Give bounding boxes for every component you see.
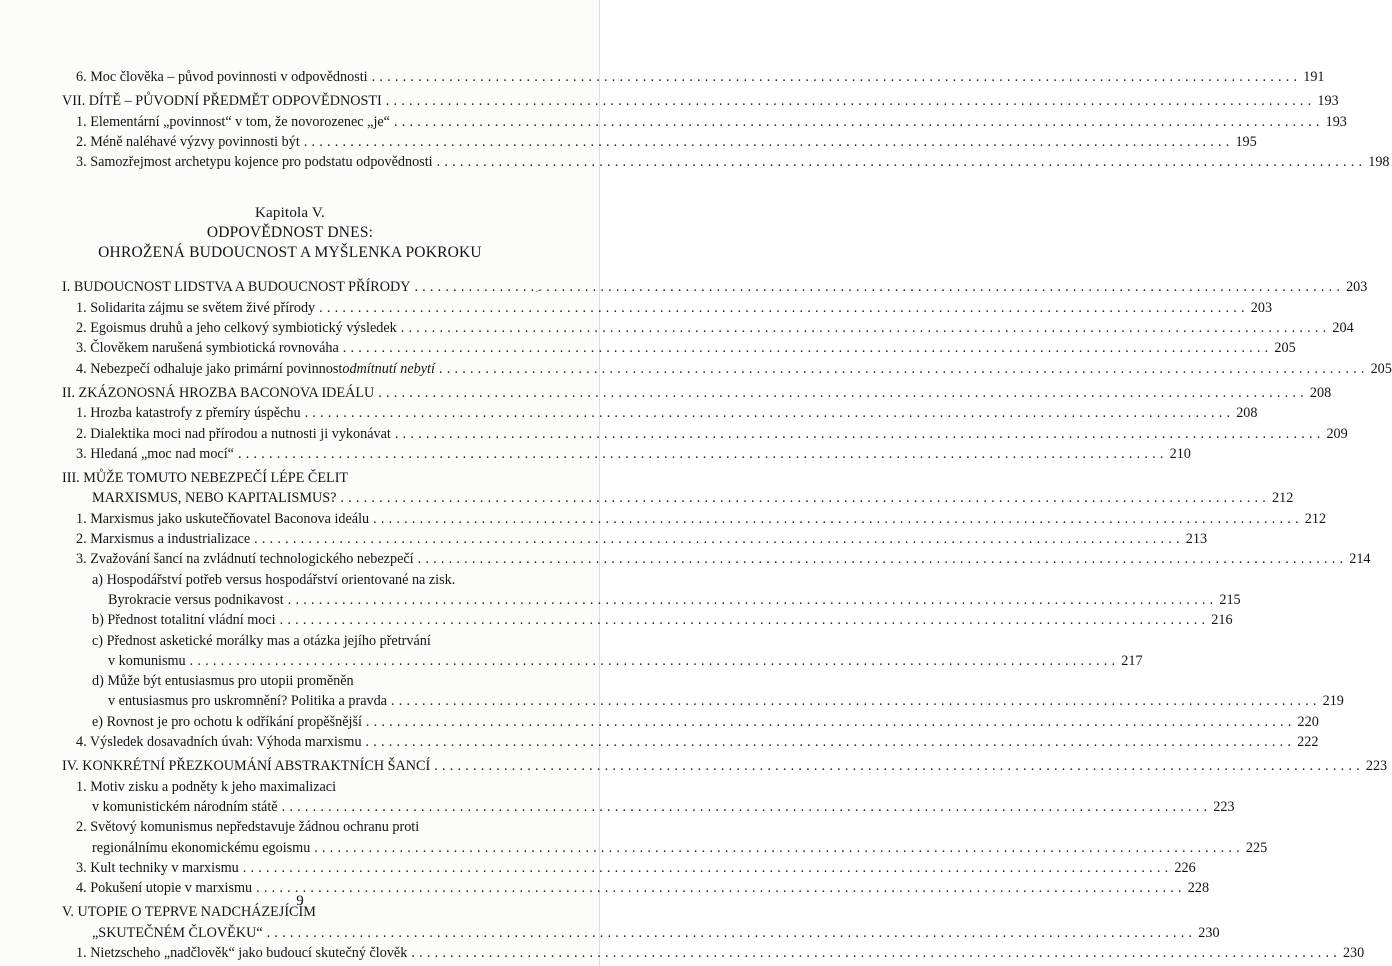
toc-entry: [62, 943, 1365, 963]
toc-entry: [62, 359, 1392, 379]
toc-entry: [62, 671, 518, 691]
toc-entry-title: 4. Pokušení utopie v marxismu: [76, 880, 253, 897]
toc-section-entry: [62, 468, 518, 488]
leader-dots: ........................................................................................................................: [373, 510, 1303, 527]
leader-dots: ........................................................................................................................: [340, 490, 1271, 507]
toc-entry-title: 2. Egoismus druhů a jeho celkový symbiotický výsledek: [76, 320, 397, 337]
toc-entry-page: 208: [1236, 405, 1258, 422]
leader-dots: ........................................................................................................................: [287, 591, 1218, 608]
toc-entry: [62, 777, 518, 797]
toc-entry-page: 205: [1370, 360, 1392, 377]
leader-dots: ........................................................................................................................: [400, 320, 1331, 337]
toc-entry: [62, 858, 1196, 878]
toc-entry-title: b) Přednost totalitní vládní moci: [92, 612, 276, 629]
chapter-title: ODPOVĚDNOST DNES:: [206, 224, 374, 242]
table-of-contents: [62, 67, 1392, 963]
leader-dots: ........................................................................................................................: [342, 340, 1273, 357]
leader-dots: ........................................................................................................................: [365, 713, 1296, 730]
leader-dots: ........................................................................................................................: [414, 279, 1345, 296]
toc-section-entry: [62, 277, 1368, 297]
toc-entry-title: 3. Zvažování šancí na zvládnutí technologického nebezpečí: [76, 551, 414, 568]
toc-entry-title: a) Hospodářství potřeb versus hospodářství orientované na zisk.: [92, 571, 456, 588]
toc-entry: [62, 298, 1273, 318]
toc-entry-page: 212: [1304, 510, 1327, 527]
toc-entry-page: 208: [1309, 384, 1332, 401]
toc-entry-page: 226: [1174, 859, 1196, 876]
toc-entry-title: 4. Nebezpečí odhaluje jako primární povinnost: [76, 360, 343, 377]
toc-entry-page: 205: [1274, 340, 1296, 357]
toc-entry-title: IV. KONKRÉTNÍ PŘEZKOUMÁNÍ ABSTRAKTNÍCH ŠANCÍ: [62, 758, 431, 775]
toc-entry: [62, 529, 1208, 549]
toc-entry-title: 3. Člověkem narušená symbiotická rovnováha: [76, 340, 339, 357]
toc-entry: [62, 923, 1220, 943]
toc-entry-page: 195: [1235, 133, 1257, 150]
toc-entry-title: v komunismu: [108, 652, 186, 669]
toc-section-entry: [62, 91, 1339, 111]
toc-entry-title: 1. Marxismus jako uskutečňovatel Baconova ideálu: [76, 510, 370, 527]
leader-dots: ........................................................................................................................: [378, 384, 1308, 401]
toc-entry-page: 217: [1121, 652, 1143, 669]
toc-entry-emphasis: odmítnutí nebytí: [342, 360, 435, 377]
toc-entry-title: Byrokracie versus podnikavost: [108, 591, 284, 608]
toc-entry-title: V. UTOPIE O TEPRVE NADCHÁZEJÍCÍM: [62, 904, 316, 921]
toc-entry-title: MARXISMUS, NEBO KAPITALISMUS?: [92, 490, 337, 507]
leader-dots: ........................................................................................................................: [394, 425, 1325, 442]
toc-entry-title: VII. DÍTĚ – PŮVODNÍ PŘEDMĚT ODPOVĚDNOSTI: [62, 93, 382, 110]
toc-entry: [62, 318, 1354, 338]
toc-entry-page: 223: [1365, 758, 1388, 775]
toc-entry-title: regionálnímu ekonomickému egoismu: [92, 839, 311, 856]
leader-dots: ........................................................................................................................: [371, 69, 1302, 85]
toc-entry: [62, 67, 1325, 87]
chapter-subtitle: OHROŽENÁ BUDOUCNOST A MYŠLENKA POKROKU: [98, 244, 482, 262]
leader-dots: ........................................................................................................................: [279, 612, 1210, 629]
toc-entry: [62, 403, 1258, 423]
toc-entry: [62, 112, 1347, 132]
toc-entry: [62, 691, 1344, 711]
leader-dots: ........................................................................................................................: [256, 880, 1186, 897]
toc-entry-page: 216: [1211, 612, 1233, 629]
toc-entry-title: 1. Solidarita zájmu se světem živé přírody: [76, 299, 316, 316]
toc-entry: [62, 570, 518, 590]
leader-dots: ........................................................................................................................: [303, 133, 1234, 150]
toc-entry-page: 230: [1342, 944, 1365, 961]
leader-dots: ........................................................................................................................: [266, 924, 1197, 941]
toc-entry-title: v komunistickém národním státě: [92, 798, 278, 815]
toc-entry-title: 6. Moc člověka – původ povinnosti v odpovědnosti: [76, 69, 368, 85]
leader-dots: ........................................................................................................................: [242, 859, 1173, 876]
toc-entry-title: 2. Marxismus a industrializace: [76, 531, 251, 548]
toc-entry: [62, 338, 1296, 358]
leader-dots: ........................................................................................................................: [390, 693, 1321, 710]
toc-entry-title: 1. Hrozba katastrofy z přemíry úspěchu: [76, 405, 301, 422]
toc-entry-page: 225: [1245, 839, 1268, 856]
toc-entry-page: 203: [1250, 299, 1273, 316]
leader-dots: ........................................................................................................................: [393, 113, 1324, 130]
toc-entry-title: 2. Méně naléhavé výzvy povinnosti být: [76, 133, 300, 150]
toc-entry-title: 1. Elementární „povinnost“ v tom, že novorozenec „je“: [76, 113, 390, 130]
toc-entry-page: 228: [1187, 880, 1210, 897]
toc-entry-page: 219: [1322, 693, 1344, 710]
toc-entry-page: 212: [1272, 490, 1294, 507]
leader-dots: ........................................................................................................................: [417, 551, 1348, 568]
toc-entry-page: 215: [1219, 591, 1241, 608]
leader-dots: ........................................................................................................................: [411, 944, 1341, 961]
toc-entry-title: v entusiasmus pro uskromnění? Politika a pravda: [108, 693, 387, 710]
toc-entry: [62, 838, 1268, 858]
toc-entry-page: 193: [1325, 113, 1347, 130]
toc-entry: [62, 651, 1143, 671]
toc-entry-title: 3. Kult techniky v marxismu: [76, 859, 239, 876]
toc-entry: [62, 509, 1327, 529]
leader-dots: ........................................................................................................................: [189, 652, 1120, 669]
toc-entry-title: 1. Motiv zisku a podněty k jeho maximalizaci: [76, 778, 337, 795]
toc-entry-title: d) Může být entusiasmus pro utopii proměněn: [92, 673, 354, 690]
toc-entry: [62, 631, 518, 651]
toc-entry-title: III. MŮŽE TOMUTO NEBEZPEČÍ LÉPE ČELIT: [62, 470, 349, 487]
toc-entry: [62, 797, 1235, 817]
toc-entry: [62, 817, 518, 837]
toc-entry-page: 222: [1297, 734, 1319, 751]
toc-entry-title: 1. Nietzscheho „nadčlověk“ jako budoucí skutečný člověk: [76, 944, 408, 961]
toc-section-entry: [62, 756, 1388, 776]
leader-dots: ........................................................................................................................: [434, 758, 1364, 775]
toc-entry-page: 210: [1169, 445, 1191, 462]
toc-entry: [62, 712, 1319, 732]
leader-dots: ........................................................................................................................: [319, 299, 1249, 316]
toc-entry-page: 204: [1332, 320, 1354, 337]
toc-entry: [62, 590, 1241, 610]
toc-entry: [62, 132, 1257, 152]
toc-entry-page: 191: [1303, 69, 1325, 85]
toc-entry-title: c) Přednost asketické morálky mas a otázka jejího přetrvání: [92, 632, 431, 649]
toc-entry-title: „SKUTEČNÉM ČLOVĚKU“: [92, 924, 263, 941]
toc-entry: [62, 152, 1390, 172]
toc-entry: [62, 732, 1319, 752]
leader-dots: ........................................................................................................................: [438, 360, 1369, 377]
toc-entry-page: 230: [1198, 924, 1220, 941]
toc-entry-title: 2. Dialektika moci nad přírodou a nutnosti ji vykonávat: [76, 425, 391, 442]
leader-dots: ........................................................................................................................: [314, 839, 1244, 856]
leader-dots: ........................................................................................................................: [436, 154, 1367, 171]
toc-entry: [62, 424, 1348, 444]
toc-entry-page: 193: [1317, 93, 1339, 110]
toc-entry-page: 198: [1368, 154, 1390, 171]
toc-entry-page: 223: [1213, 798, 1235, 815]
toc-entry-page: 214: [1349, 551, 1371, 568]
toc-entry: [62, 488, 1294, 508]
toc-chapter-entries: [62, 277, 1392, 963]
toc-entry-page: 203: [1346, 279, 1368, 296]
toc-section-entry: [62, 383, 1332, 403]
toc-entry: [62, 549, 1371, 569]
chapter-heading: [62, 203, 518, 263]
page-number: 9: [296, 893, 304, 909]
toc-entry-title: I. BUDOUCNOST LIDSTVA A BUDOUCNOST PŘÍRODY: [62, 279, 411, 296]
chapter-label: Kapitola V.: [255, 205, 325, 222]
toc-entry: [62, 610, 1233, 630]
toc-entry-page: 209: [1326, 425, 1348, 442]
toc-entry: [62, 444, 1191, 464]
toc-entry-title: 3. Hledaná „moc nad mocí“: [76, 445, 234, 462]
toc-entry-title: 2. Světový komunismus nepředstavuje žádnou ochranu proti: [76, 819, 420, 836]
toc-entry-page: 213: [1185, 531, 1208, 548]
leader-dots: ........................................................................................................................: [254, 531, 1184, 548]
toc-entry-title: 4. Výsledek dosavadních úvah: Výhoda marxismu: [76, 734, 362, 751]
leader-dots: ........................................................................................................................: [365, 734, 1296, 751]
toc-entry-title: II. ZKÁZONOSNÁ HROZBA BACONOVA IDEÁLU: [62, 384, 375, 401]
toc-entry-page: 220: [1297, 713, 1319, 730]
leader-dots: ........................................................................................................................: [385, 93, 1316, 110]
leader-dots: ........................................................................................................................: [237, 445, 1168, 462]
leader-dots: ........................................................................................................................: [281, 798, 1212, 815]
toc-entry-title: e) Rovnost je pro ochotu k odříkání propěšnější: [92, 713, 362, 730]
toc-previous-chapter-entries: [62, 67, 1390, 172]
toc-entry-title: 3. Samozřejmost archetypu kojence pro podstatu odpovědnosti: [76, 154, 433, 171]
leader-dots: ........................................................................................................................: [304, 405, 1235, 422]
